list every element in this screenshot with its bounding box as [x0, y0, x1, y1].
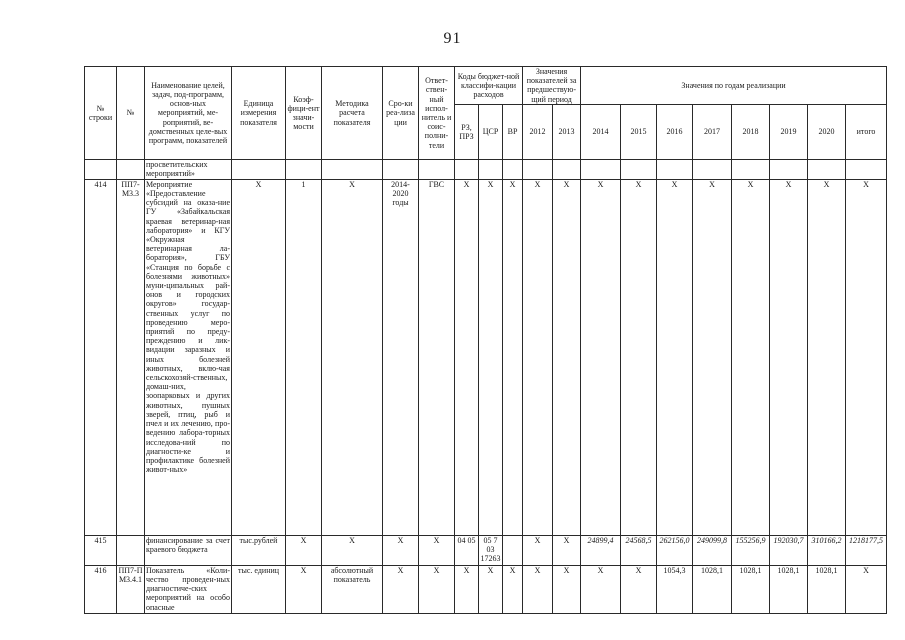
row-2012: X [523, 179, 553, 535]
row-unit: X [232, 179, 286, 535]
row-coefficient: X [286, 535, 322, 565]
row-2020: 1028,1 [808, 565, 846, 613]
header-number: № [117, 67, 145, 160]
header-period: Сро-ки реа-лиза ции [383, 67, 419, 160]
header-unit: Единица измерения показателя [232, 67, 286, 160]
header-2016: 2016 [657, 104, 693, 159]
row-name: финансирование за счет краевого бюджета [145, 535, 232, 565]
row-2015: 24568,5 [621, 535, 657, 565]
row-2013: X [553, 179, 581, 535]
row-rz: 04 05 [455, 535, 479, 565]
header-csr: ЦСР [479, 104, 503, 159]
header-2017: 2017 [693, 104, 732, 159]
row-2017: 1028,1 [693, 565, 732, 613]
header-2018: 2018 [732, 104, 770, 159]
row-executor: X [419, 565, 455, 613]
row-csr: X [479, 565, 503, 613]
row-2014: X [581, 565, 621, 613]
row-code: ПП7-М3.3 [117, 179, 145, 535]
table-row [85, 535, 887, 565]
row-method: абсолютный показатель [322, 565, 383, 613]
row-total: 1218177,5 [846, 535, 887, 565]
row-2018: X [732, 179, 770, 535]
row-unit: тыс. единиц [232, 565, 286, 613]
header-rz: РЗ, ПРЗ [455, 104, 479, 159]
header-method: Методика расчета показателя [322, 67, 383, 160]
row-2017: 249099,8 [693, 535, 732, 565]
row-2013: X [553, 535, 581, 565]
row-2019: X [770, 179, 808, 535]
row-period: X [383, 565, 419, 613]
row-2012: X [523, 535, 553, 565]
header-name: Наименование целей, задач, под-программ, основ-ных мероприятий, ме-роприятий, ве-домственных целе-вых программ, показателей [145, 67, 232, 160]
row-2016: X [657, 179, 693, 535]
row-period: 2014-2020 годы [383, 179, 419, 535]
row-2016: 1054,3 [657, 565, 693, 613]
header-previous-values: Значения показателей за предшествую-щий период [523, 67, 581, 105]
row-vr: X [503, 565, 523, 613]
header-2014: 2014 [581, 104, 621, 159]
program-table [84, 66, 887, 614]
header-total: итого [846, 104, 887, 159]
header-2013: 2013 [553, 104, 581, 159]
row-name: Показатель «Коли-чество проведен-ных диагностиче-ских мероприятий на особо опасные [146, 565, 230, 612]
row-name: Мероприятие «Предоставление субсидий на оказа-ние ГУ «Забайкальская краевая ветеринар-ная лаборатория» и КГУ «Окружная ветеринарная ла-боратория», ГБУ «Станция по борьбе с болезнями животных» муни-ципальных рай-онов и городских округов» государ-ственных услуг по проведению меро-приятий по преду-преждению и лик-видации заразных и иных болезней животных, вклю-чая сельскохозяй-ственных, домаш-них, зоопарковых и других животных, пушных зверей, птиц, рыб и пчел и их лечению, про-ведению лабора-торных исследова-ний по диагности-ке и профилактике болезней живот-ных» [145, 179, 232, 535]
row-total: X [846, 179, 887, 535]
row-2015: X [621, 565, 657, 613]
row-coefficient: X [286, 565, 322, 613]
header-coefficient: Коэф-фици-ент значи-мости [286, 67, 322, 160]
header-executor: Ответ-ствен-ный испол-нитель и соис-полни-тели [419, 67, 455, 160]
header-row-1 [85, 67, 887, 105]
table-row [85, 179, 887, 535]
table-row [85, 565, 887, 613]
row-2015: X [621, 179, 657, 535]
row-rz: X [455, 179, 479, 535]
row-executor: X [419, 535, 455, 565]
row-vr [503, 535, 523, 565]
row-code: ПП7-ПМ3.4.1 [117, 565, 145, 613]
table-row [85, 159, 887, 179]
row-name: просветительских мероприятий» [145, 159, 232, 179]
row-csr: X [479, 179, 503, 535]
row-2019: 1028,1 [770, 565, 808, 613]
row-number: 416 [85, 565, 117, 613]
row-code [117, 535, 145, 565]
row-2013: X [553, 565, 581, 613]
header-2015: 2015 [621, 104, 657, 159]
row-method: X [322, 179, 383, 535]
header-2020: 2020 [808, 104, 846, 159]
row-2012: X [523, 565, 553, 613]
page-number: 91 [443, 30, 462, 47]
header-row-number: № строки [85, 67, 117, 160]
row-2014: 24899,4 [581, 535, 621, 565]
row-csr: 05 7 03 17263 [479, 535, 503, 565]
header-2019: 2019 [770, 104, 808, 159]
row-2020: X [808, 179, 846, 535]
row-coefficient: 1 [286, 179, 322, 535]
row-2016: 262156,0 [657, 535, 693, 565]
row-2020: 310166,2 [808, 535, 846, 565]
header-2012: 2012 [523, 104, 553, 159]
row-unit: тыс.рублей [232, 535, 286, 565]
row-2017: X [693, 179, 732, 535]
row-2018: 155256,9 [732, 535, 770, 565]
row-period: X [383, 535, 419, 565]
header-year-values: Значения по годам реализации [581, 67, 887, 105]
row-total: X [846, 565, 887, 613]
header-vr: ВР [503, 104, 523, 159]
row-number: 414 [85, 179, 117, 535]
header-budget-codes: Коды бюджет-ной классифи-кации расходов [455, 67, 523, 105]
row-method: X [322, 535, 383, 565]
row-2019: 192030,7 [770, 535, 808, 565]
row-2014: X [581, 179, 621, 535]
row-2018: 1028,1 [732, 565, 770, 613]
row-executor: ГВС [419, 179, 455, 535]
row-vr: X [503, 179, 523, 535]
row-rz: X [455, 565, 479, 613]
row-number: 415 [85, 535, 117, 565]
